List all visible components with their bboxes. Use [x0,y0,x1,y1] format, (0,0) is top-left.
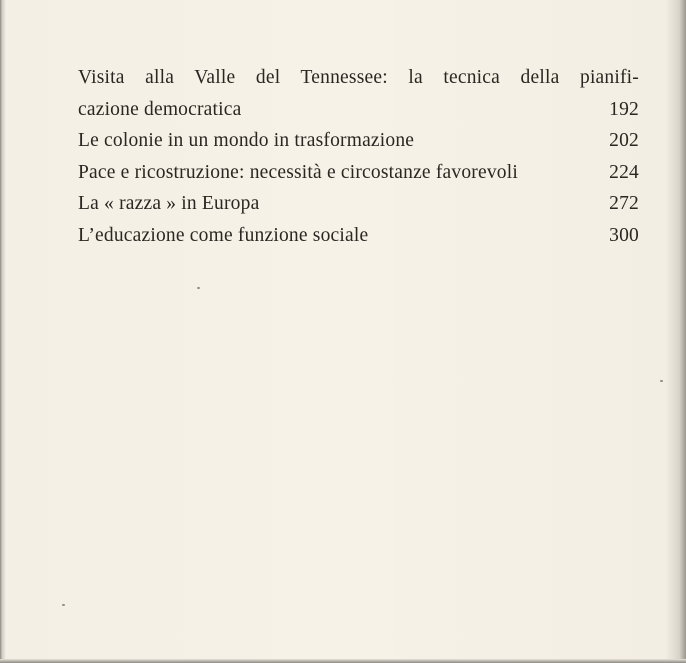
toc-entry-title: cazione democratica [78,98,242,120]
toc-entry-title-line: Visita alla Valle del Tennessee: la tecnica della pianifi- [78,67,639,88]
toc-entry-page: 300 [609,224,639,246]
toc-entry-title: La « razza » in Europa [78,193,260,215]
toc-entry-title: L’educazione come funzione sociale [78,224,369,246]
toc-entry-page: 272 [609,193,639,215]
toc-entry-title: Le colonie in un mondo in trasformazione [78,130,415,152]
page-bottom-edge [0,659,686,663]
toc-entry-page: 192 [609,98,639,120]
toc-entry-title: Pace e ricostruzione: necessità e circostanze favorevoli [78,161,518,183]
toc-entry [78,125,639,157]
toc-entry-page: 202 [609,130,639,152]
toc-entry [78,188,639,220]
toc-entry [78,220,639,252]
toc-entry [78,62,639,125]
table-of-contents [78,62,639,252]
paper-speck [62,604,65,606]
toc-entry-page: 224 [609,161,639,183]
paper-speck [197,287,200,289]
paper-speck [660,380,663,382]
toc-entry [78,157,639,189]
